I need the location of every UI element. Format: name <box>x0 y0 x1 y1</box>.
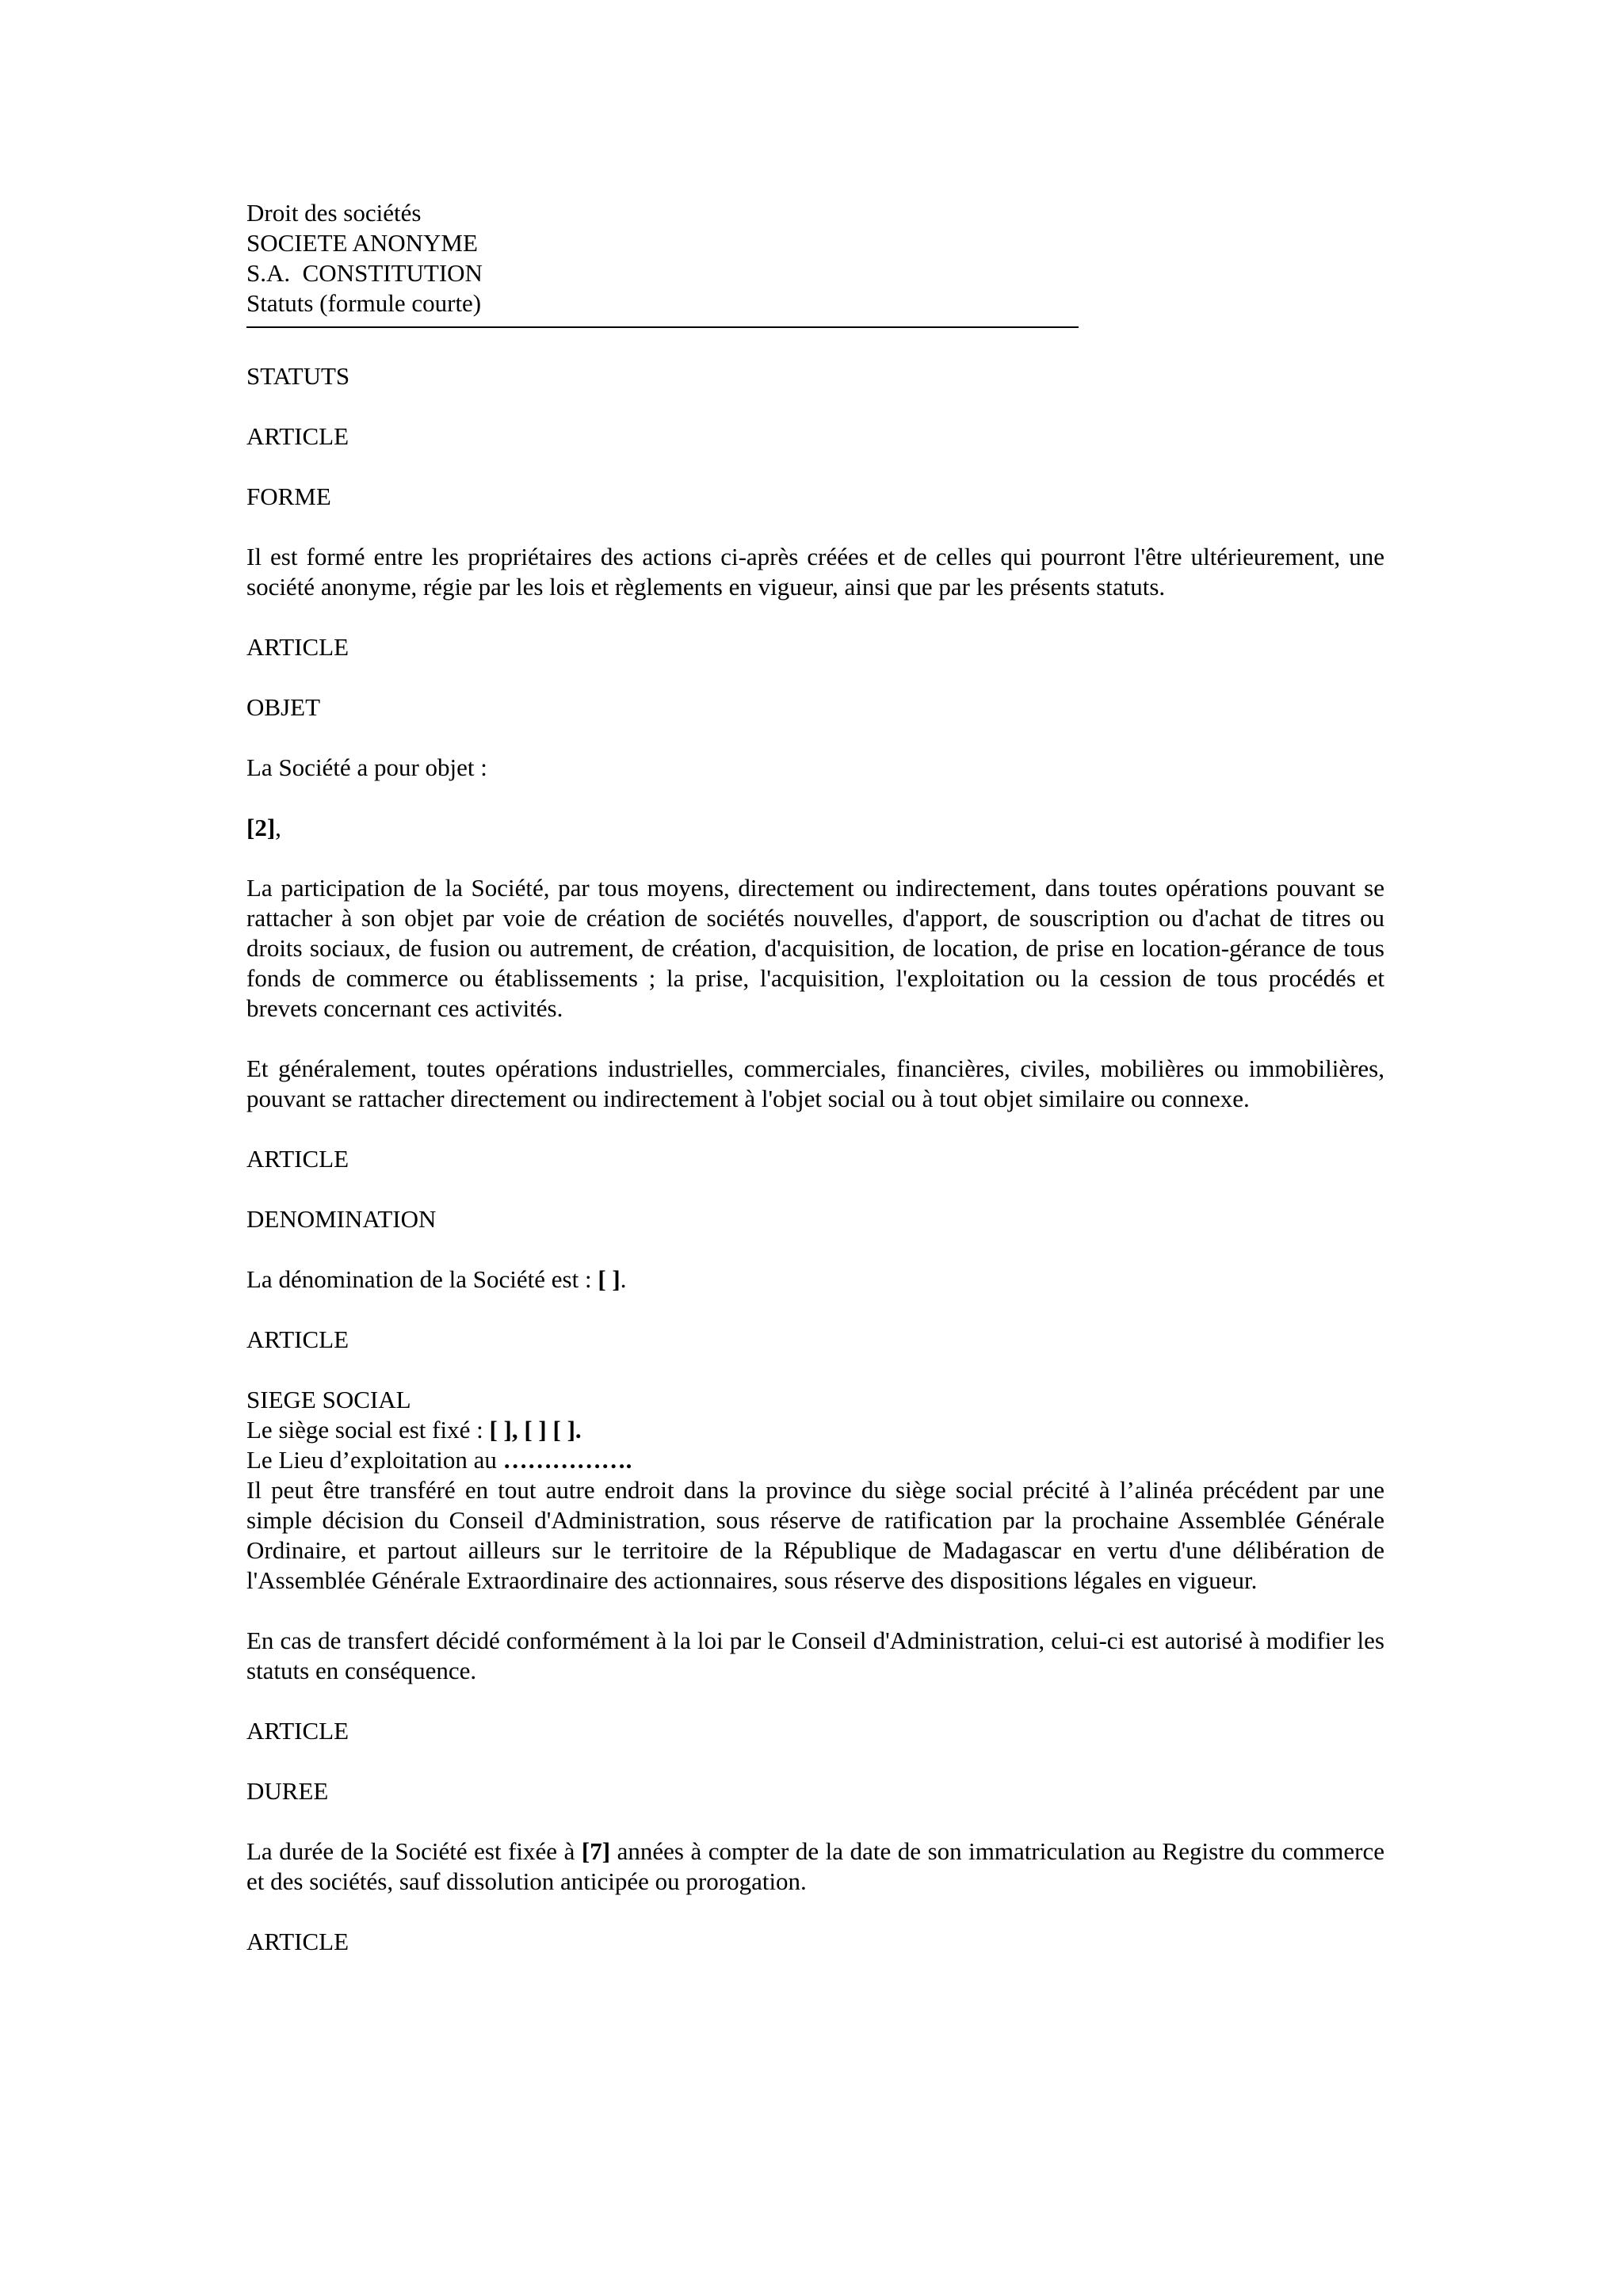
heading-objet: OBJET <box>246 693 320 721</box>
heading-denomination: DENOMINATION <box>246 1205 437 1233</box>
article-label-forme: ARTICLE <box>246 422 349 450</box>
paragraph-siege-1: Il peut être transféré en tout autre endroit dans la province du siège social précité à l’alinéa précédent par une simple décision du Conseil d'Administration, sous réserve de ratification par la prochaine Assemblée Générale Ordinaire, et partout ailleurs sur le territoire de la République de Madagascar en vertu d'une délibération de l'Assemblée Générale Extraordinaire des actionnaires, sous réserve des dispositions légales en vigueur. <box>246 1476 1384 1594</box>
paragraph-denomination <box>246 1264 1384 1295</box>
siege-address-prefix: Le siège social est fixé : <box>246 1416 490 1444</box>
header-divider <box>246 326 1079 328</box>
article-label-final: ARTICLE <box>246 1928 349 1955</box>
document-header <box>246 198 1384 318</box>
objet-placeholder: [2] <box>246 814 276 841</box>
paragraph-forme: Il est formé entre les propriétaires des actions ci-après créées et de celles qui pourront l'être ultérieurement, une société anonyme, régie par les lois et règlements en vigueur, ainsi que par les présents statuts. <box>246 543 1384 601</box>
paragraph-siege-2: En cas de transfert décidé conformément à la loi par le Conseil d'Administration, celui-ci est autorisé à modifier les statuts en conséquence. <box>246 1627 1384 1684</box>
header-line-3: S.A. CONSTITUTION <box>246 259 483 287</box>
header-line-1: Droit des sociétés <box>246 199 422 227</box>
objet-intro: La Société a pour objet : <box>246 753 487 781</box>
denomination-placeholder: [ ] <box>598 1265 621 1293</box>
heading-forme: FORME <box>246 482 331 510</box>
siege-block <box>246 1385 1384 1596</box>
siege-address-placeholder: [ ], [ ] [ ]. <box>489 1416 582 1444</box>
paragraph-duree <box>246 1836 1391 1897</box>
paragraph-objet-1: La participation de la Société, par tous moyens, directement ou indirectement, dans toutes opérations pouvant se rattacher à son objet par voie de création de sociétés nouvelles, d'apport, de souscription ou d'achat de titres ou droits sociaux, de fusion ou autrement, de création, d'acquisition, de location, de prise en location-gérance de tous fonds de commerce ou établissements ; la prise, l'acquisition, l'exploitation ou la cession de tous procédés et brevets concernant ces activités. <box>246 874 1384 1022</box>
heading-siege: SIEGE SOCIAL <box>246 1386 411 1413</box>
article-label-duree: ARTICLE <box>246 1717 349 1745</box>
siege-exploitation-line <box>246 1445 1384 1475</box>
duree-placeholder: [7] <box>581 1837 611 1865</box>
heading-duree: DUREE <box>246 1777 329 1805</box>
denomination-text-prefix: La dénomination de la Société est : <box>246 1265 598 1293</box>
document-title: STATUTS <box>246 362 350 390</box>
duree-text-prefix: La durée de la Société est fixée à <box>246 1837 582 1865</box>
document-page <box>246 198 1391 1987</box>
siege-exploitation-placeholder: ……………. <box>502 1446 632 1474</box>
denomination-text-suffix: . <box>620 1265 627 1293</box>
siege-exploitation-prefix: Le Lieu d’exploitation au <box>246 1446 503 1474</box>
article-label-denomination: ARTICLE <box>246 1145 349 1173</box>
siege-address-line <box>246 1415 1384 1445</box>
article-label-objet: ARTICLE <box>246 633 349 661</box>
duree-text-suffix: années à compter de la date de son immatriculation au Registre du commerce et des sociétés, sauf dissolution anticipée ou prorogation. <box>246 1837 1391 1895</box>
paragraph-objet-2: Et généralement, toutes opérations industrielles, commerciales, financières, civiles, mobilières ou immobilières, pouvant se rattacher directement ou indirectement à l'objet social ou à tout objet similaire ou connexe. <box>246 1055 1384 1112</box>
objet-placeholder-suffix: , <box>275 814 281 841</box>
article-label-siege: ARTICLE <box>246 1325 349 1353</box>
objet-placeholder-line <box>246 813 1384 843</box>
header-line-4: Statuts (formule courte) <box>246 289 482 317</box>
header-line-2: SOCIETE ANONYME <box>246 229 478 257</box>
